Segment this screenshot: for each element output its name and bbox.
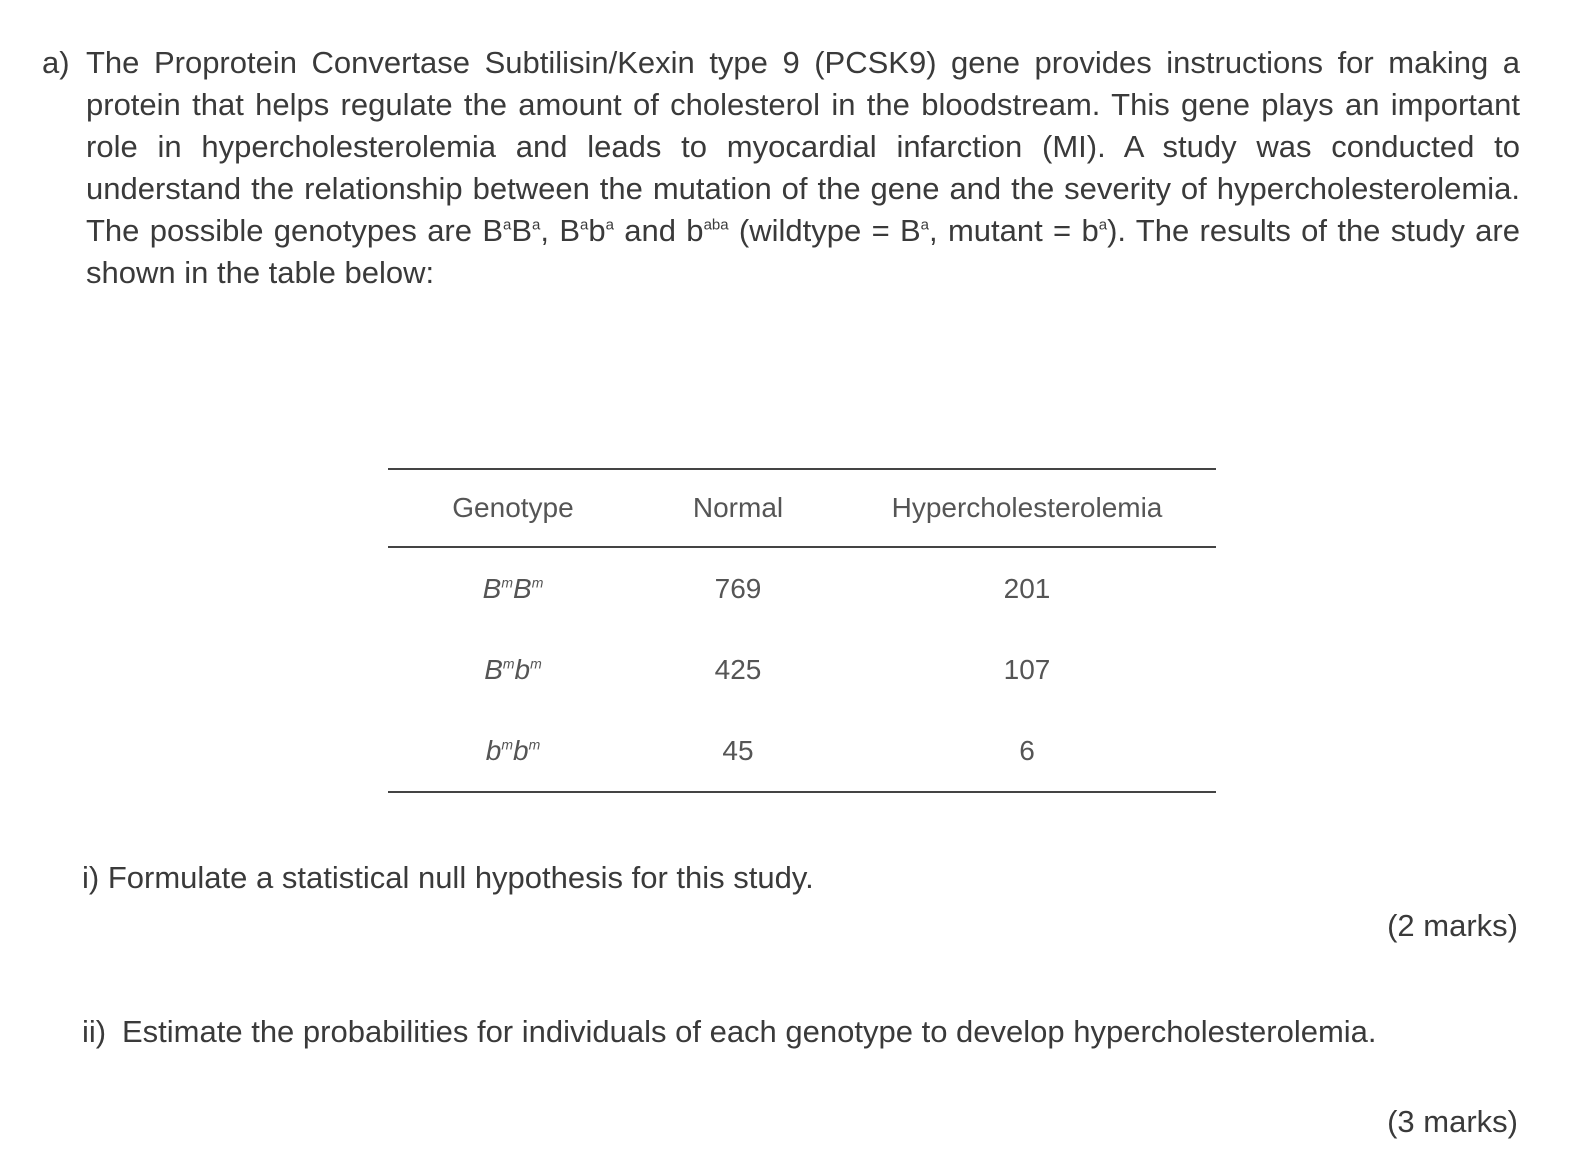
question-text-mid: b <box>588 213 606 248</box>
question-label: a) <box>42 45 70 80</box>
hyper-count: 6 <box>838 710 1216 792</box>
allele-1: B <box>482 572 502 604</box>
sub-question-text: Estimate the probabilities for individuals of each genotype to develop hypercholesterolemia. <box>122 1014 1377 1049</box>
sub-question-label: i) <box>82 860 100 895</box>
genotype-cell <box>388 629 638 710</box>
sub-question-text: Formulate a statistical null hypothesis for this study. <box>107 860 814 895</box>
allele-2-sup: m <box>530 655 542 672</box>
table-header-row <box>388 469 1216 547</box>
allele-2: b <box>513 734 529 766</box>
question-text-1: The Proprotein Convertase Subtilisin/Kexin type 9 (PCSK9) gene provides instructions for making a protein that helps regulate the amount of cholesterol in the bloodstream. This gene plays an important role in hypercholesterolemia and leads to myocardial infarction (MI). A study was conducted to understand the relationship between the mutation of the gene and the severity of hypercholesterolemia. The possible genotypes are B <box>86 45 1520 248</box>
normal-count: 45 <box>638 710 838 792</box>
question-text-mid: B <box>511 213 533 248</box>
allele-2-sup: m <box>528 736 541 753</box>
allele-1: b <box>485 734 502 766</box>
header-normal: Normal <box>638 469 838 547</box>
allele-2-sup: m <box>531 574 544 591</box>
allele-1-sup: m <box>502 655 515 672</box>
normal-count: 425 <box>714 653 762 685</box>
question-a <box>42 42 1520 294</box>
genotype-table <box>388 468 1216 793</box>
genotype-sup: a <box>532 216 541 234</box>
genotype-sup: a <box>605 216 614 234</box>
question-text-mid: and b <box>613 213 704 248</box>
genotype-sup: a <box>1098 216 1108 234</box>
marks-i: (2 marks) <box>1387 908 1518 943</box>
allele-1-sup: m <box>501 574 513 591</box>
genotype-sup: aba <box>703 216 729 234</box>
hyper-count: 107 <box>1003 653 1051 685</box>
question-text-end: ). The results of the study are shown in the table below: <box>86 213 1520 290</box>
question-text-mid: , mutant = b <box>929 213 1099 248</box>
genotype-sup: a <box>920 216 930 234</box>
marks-ii: (3 marks) <box>1387 1104 1518 1139</box>
question-paragraph <box>86 42 1520 294</box>
question-text-mid: (wildtype = B <box>728 213 921 248</box>
genotype-cell <box>388 547 638 629</box>
allele-2: b <box>514 653 531 685</box>
genotype-sup: a <box>580 216 589 234</box>
hyper-count: 201 <box>1003 572 1051 604</box>
normal-count: 769 <box>714 572 762 604</box>
allele-1-sup: m <box>501 736 513 753</box>
sub-question-label: ii) <box>82 1014 107 1049</box>
question-text-mid: , B <box>540 213 580 248</box>
header-hypercholesterolemia: Hypercholesterolemia <box>838 469 1216 547</box>
genotype-sup: a <box>503 216 512 234</box>
table-row <box>388 710 1216 792</box>
header-genotype: Genotype <box>388 469 638 547</box>
table-row <box>388 629 1216 710</box>
sub-question-ii <box>82 1010 1518 1054</box>
genotype-cell <box>388 710 638 792</box>
allele-2: B <box>513 572 532 604</box>
sub-question-i <box>82 856 814 900</box>
allele-1: B <box>484 653 503 685</box>
table-row <box>388 547 1216 629</box>
